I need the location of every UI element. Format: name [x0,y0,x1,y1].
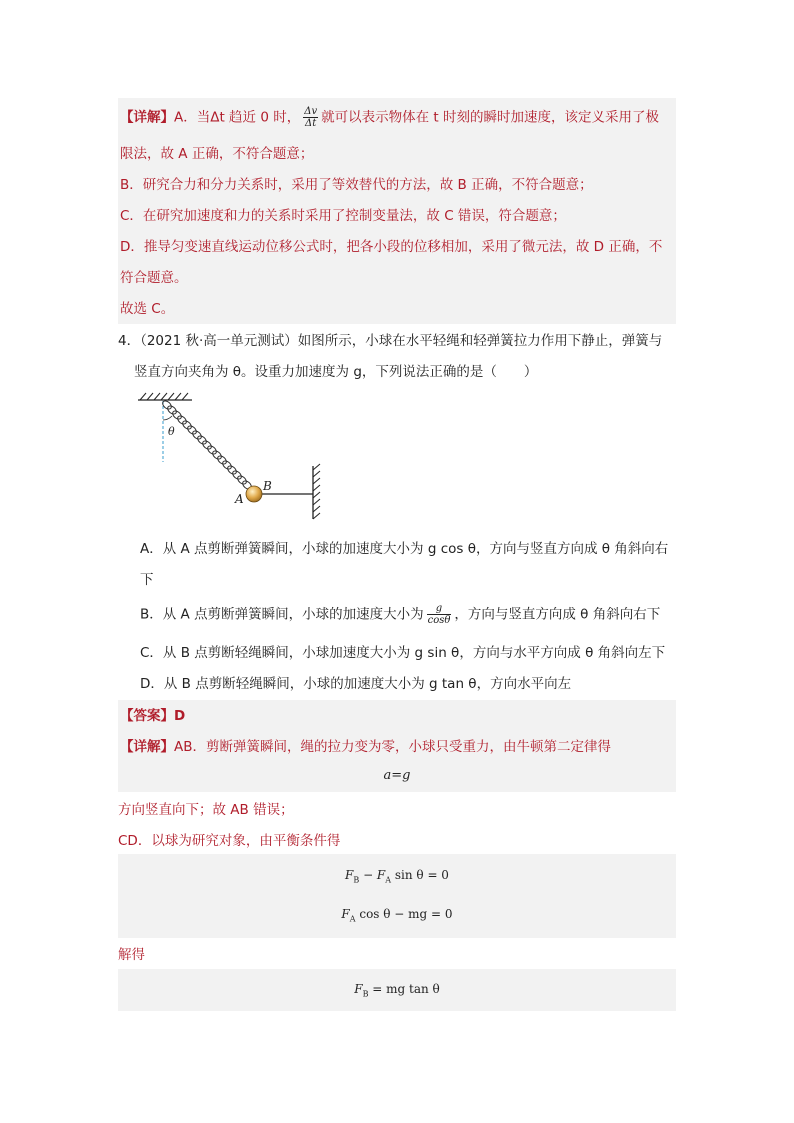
detail-tag: 【详解】 [120,109,174,126]
detail1-choose: 故选 C。 [120,301,175,317]
detail1-line-d1: D．推导匀变速直线运动位移公式时，把各小段的位移相加，采用了微元法，故 D 正确，不 [120,239,663,255]
wall-hatch [313,464,320,519]
equation-fb-minus-fa: $F_B - F_A$ sin θ = 0 [345,868,449,885]
equation-fa-cos: $F_A$ cos θ − mg = 0 [341,907,453,924]
equation-fb-result: $F_B$ = mg tan θ [354,982,440,999]
ball [246,486,262,502]
option-c: C．从 B 点剪断轻绳瞬间，小球加速度大小为 g sin θ，方向与水平方向成 θ 角斜向左下 [140,645,666,661]
ceiling-hatch [140,393,188,400]
equation-a-equals-g: a=g [383,768,411,783]
detail2-ab-line: 【详解】AB．剪断弹簧瞬间，绳的拉力变为零，小球只受重力，由牛顿第二定律得 [120,739,611,755]
detail1-line-b: B．研究合力和分力关系时，采用了等效替代的方法，故 B 正确，不符合题意； [120,177,593,193]
option-b: B．从 A 点剪断弹簧瞬间，小球的加速度大小为 $\frac{g}{\cos\theta}$ ，方向与竖直方向成 θ 角斜向右下 [140,603,661,626]
detail1-line-c: C．在研究加速度和力的关系时采用了控制变量法，故 C 错误，符合题意； [120,208,566,224]
answer-line: 【答案】D [120,708,186,724]
point-a-label: A [235,492,244,506]
spring [161,399,253,490]
detail2-solve: 解得 [118,947,145,963]
spring-ball-figure [130,392,330,524]
detail1-line-a: 【详解】A．当Δt 趋近 0 时， $\frac{\Delta v}{\Delta t}$ 就可以表示物体在 t 时刻的瞬时加速度，该定义采用了极 [120,106,659,129]
detail1-line-d2: 符合题意。 [120,270,188,286]
theta-label: θ [168,425,175,438]
question4-stem-line2: 竖直方向夹角为 θ。设重力加速度为 g，下列说法正确的是（ ） [134,364,538,380]
equation-block-1 [118,854,676,938]
option-d: D．从 B 点剪断轻绳瞬间，小球的加速度大小为 g tan θ，方向水平向左 [140,676,572,692]
option-a-line2: 下 [140,572,154,588]
g-over-cos-fraction: $\frac{g}{\cos\theta}$ [427,603,451,626]
detail1-line-a2: 限法，故 A 正确，不符合题意； [120,146,314,162]
detail2-ab-conclusion: 方向竖直向下；故 AB 错误； [118,802,294,818]
dv-dt-fraction: $\frac{\Delta v}{\Delta t}$ [304,106,318,129]
question4-stem-line1: 4．（2021 秋·高一单元测试）如图所示，小球在水平轻绳和轻弹簧拉力作用下静止，弹簧与 [118,333,663,349]
detail2-cd-line: CD．以球为研究对象，由平衡条件得 [118,833,341,849]
point-b-label: B [263,479,272,493]
option-a-line1: A．从 A 点剪断弹簧瞬间，小球的加速度大小为 g cos θ，方向与竖直方向成 θ 角斜向右 [140,541,669,557]
theta-arc [163,416,172,420]
